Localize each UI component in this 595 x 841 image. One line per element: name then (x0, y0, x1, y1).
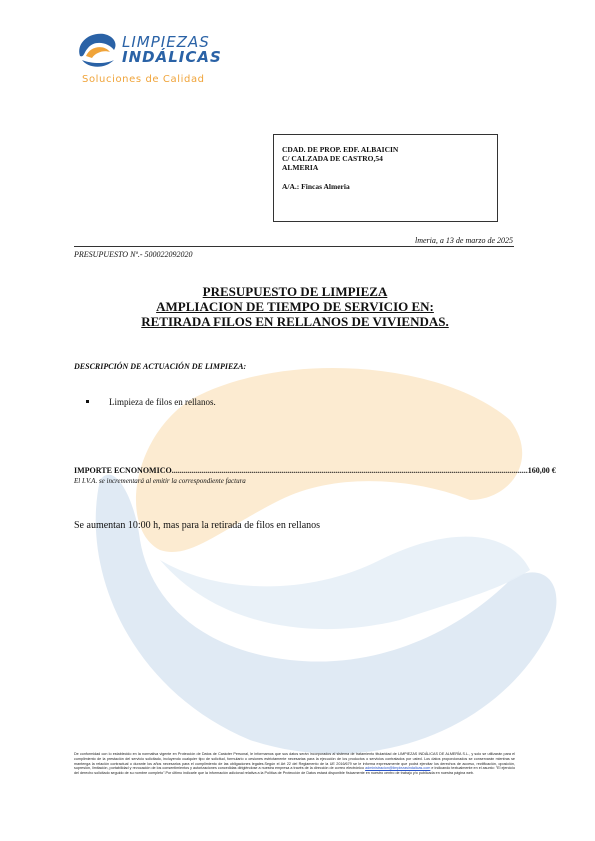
list-item-text: Limpieza de filos en rellanos. (109, 397, 216, 407)
amount-label: IMPORTE ECNONOMICO (74, 466, 172, 475)
amount-row (74, 466, 556, 475)
recipient-line3: ALMERIA (282, 163, 319, 172)
title-line-3: RETIRADA FILOS EN RELLANOS DE VIVIENDAS. (141, 314, 449, 329)
legal-notice (74, 752, 515, 776)
bullet-square-icon (86, 400, 89, 403)
vat-note: El I.V.A. se incrementará al emitir la correspondiente factura (74, 477, 246, 485)
description-heading: DESCRIPCIÓN DE ACTUACIÓN DE LIMPIEZA: (74, 362, 247, 371)
legal-email-link[interactable]: administracion@limpiezasindalicas.com (365, 766, 431, 771)
quote-reference: PRESUPUESTO Nº.- 500022092020 (74, 250, 193, 259)
title-line-1: PRESUPUESTO DE LIMPIEZA (202, 284, 388, 299)
logo-name-line2: INDÁLICAS (122, 48, 222, 66)
legal-text-part2: e indicando textualmente en el asunto: "El ejercicio del derecho solicitado seguido de su nombre completo".Por último indicarle que la información adicional relativa a la Política de Protección de Datos estará disponible físicamente en nuestro centro de trabajo y/o publicada en nuestra página web. (74, 766, 515, 776)
document-title (60, 284, 530, 329)
service-note: Se aumentan 10:00 h, mas para la retirada de filos en rellanos (74, 520, 321, 531)
legal-text-part1: De conformidad con lo establecido en la normativa vigente en Protección de Datos de Carácter Personal, le informamos que sus datos serán incorporados al sistema de tratamiento titularidad de LIMPIEZAS INDÁLICAS DE ALMERÍA S.L., y solo se utilizarán para el cumplimiento de la prestación del servicio solicitado, incluyendo cualquier tipo de solicitud, formulario o cesiones estrictamente necesarias para la ejecución de los productos o servicios contratados por usted. Los datos proporcionados se conservarán mientras se mantenga la relación contractual o durante los años necesarios para el cumplimiento de las obligaciones legales.Según el Art 22 del Reglamento de la UE 2016/679 se le informa expresamente que podrá ejercitar los derechos de acceso, rectificación, oposición, supresión, limitación, portabilidad y revocación de los consentimientos y autorizaciones concedidas dirigiéndose a nuestra empresa a través de la dirección de correo electrónico (74, 752, 515, 771)
amount-leader-dots: .................................................................................................................................................................................. (171, 466, 528, 475)
logo-name-line1: LIMPIEZAS (122, 33, 210, 51)
recipient-attention: A/A.: Fincas Almeria (282, 182, 350, 191)
header-divider (74, 246, 514, 247)
title-line-2: AMPLIACION DE TIEMPO DE SERVICIO EN: (156, 299, 434, 314)
service-list (86, 397, 216, 407)
recipient-address-box (273, 134, 498, 222)
company-logo (74, 30, 264, 90)
recipient-line1: CDAD. DE PROP. EDF. ALBAICIN (282, 145, 399, 154)
list-item (86, 397, 216, 407)
logo-mark-icon (74, 30, 120, 70)
logo-tagline: Soluciones de Calidad (82, 74, 205, 85)
watermark-logo (40, 330, 570, 770)
document-date: lmeria, a 13 de marzo de 2025 (415, 236, 513, 245)
amount-value: 160,00 € (527, 466, 556, 475)
recipient-line2: C/ CALZADA DE CASTRO,54 (282, 154, 383, 163)
